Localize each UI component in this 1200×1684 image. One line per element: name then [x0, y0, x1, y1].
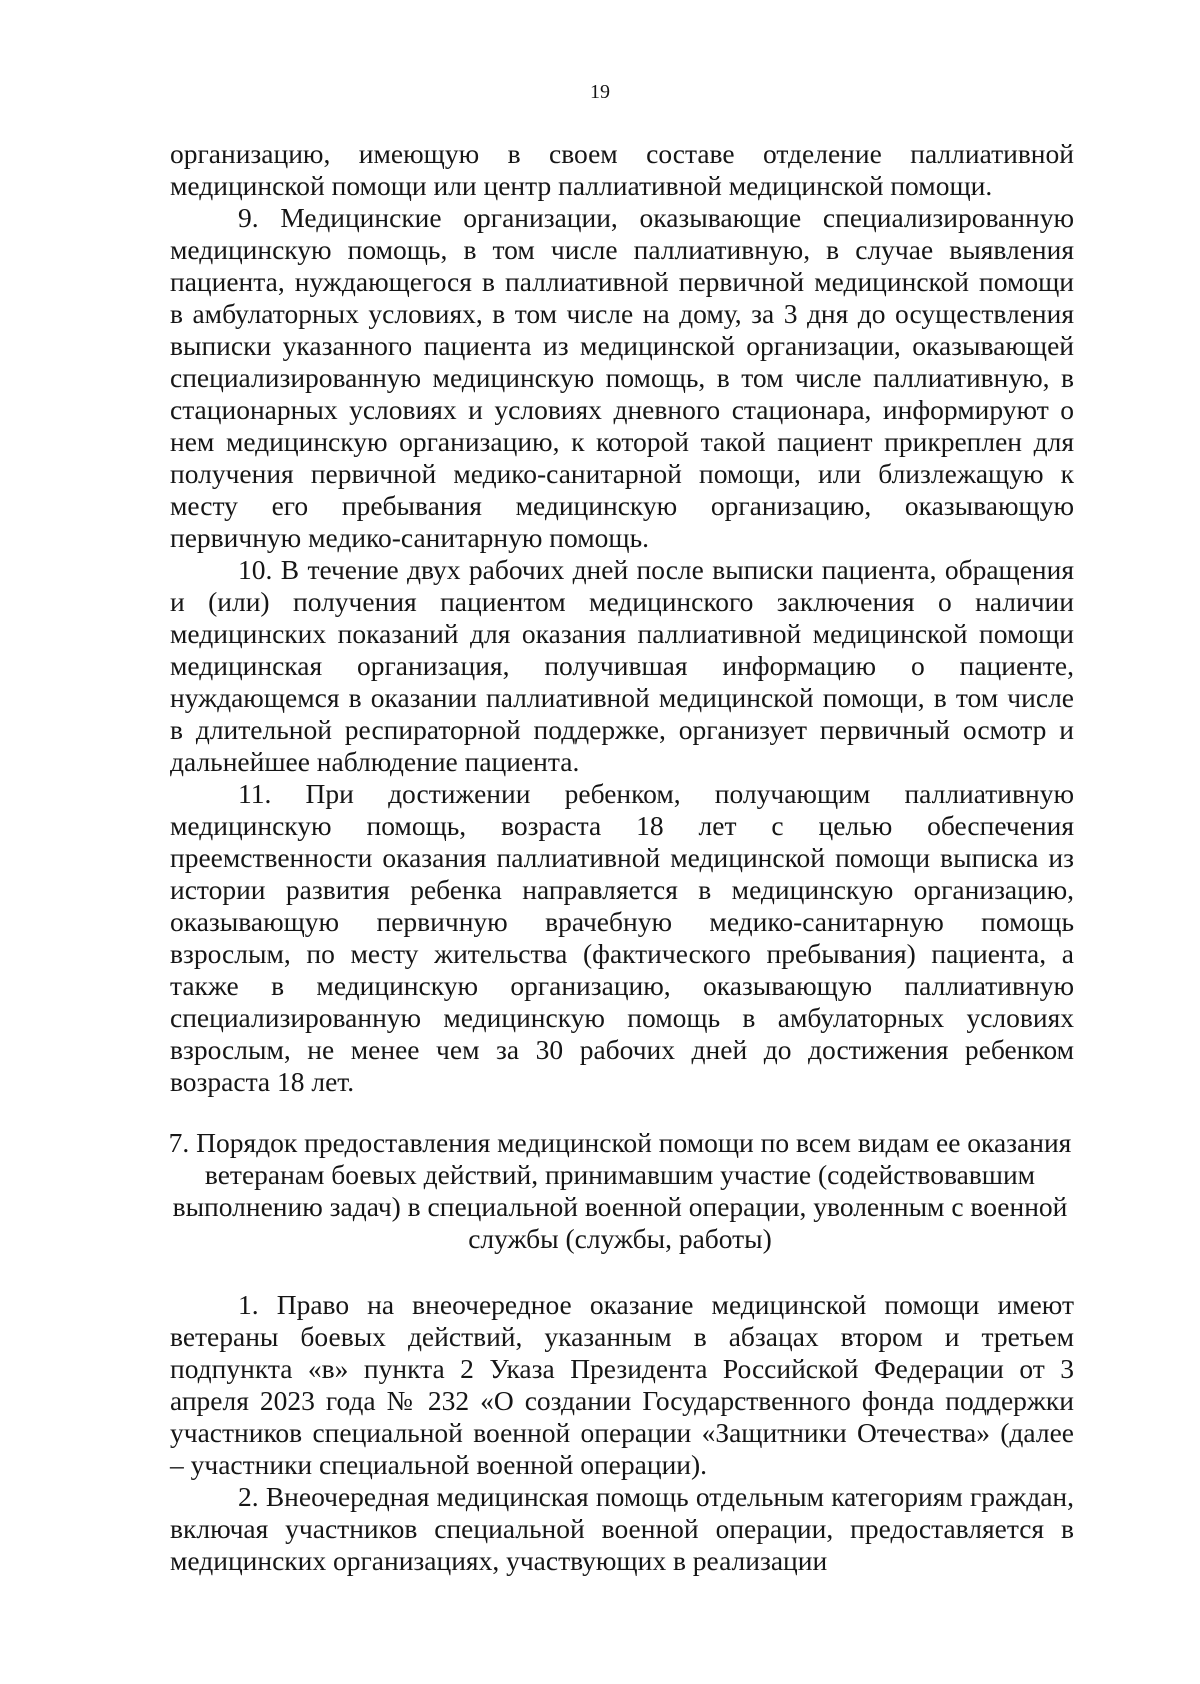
paragraph-item-1: 1. Право на внеочередное оказание медицинской помощи имеют ветераны боевых действий, указанным в абзацах втором и третьем подпункта «в» пункта 2 Указа Президента Российской Федерации от 3 апреля 2023 года № 232 «О создании Государственного фонда поддержки участников специальной военной операции «Защитники Отечества» (далее – участники специальной военной операции). — [170, 1289, 1074, 1480]
top-text-block — [170, 138, 1074, 1098]
paragraph-item-10: 10. В течение двух рабочих дней после выписки пациента, обращения и (или) получения пациентом медицинского заключения о наличии медицинских показаний для оказания паллиативной медицинской помощи медицинская организация, получившая информацию о пациенте, нуждающемся в оказании паллиативной медицинской помощи, в том числе в длительной респираторной поддержке, организует первичный осмотр и дальнейшее наблюдение пациента. — [170, 554, 1074, 777]
paragraph-continuation: организацию, имеющую в своем составе отделение паллиативной медицинской помощи или центр паллиативной медицинской помощи. — [170, 138, 1074, 201]
paragraph-item-11: 11. При достижении ребенком, получающим паллиативную медицинскую помощь, возраста 18 лет с целью обеспечения преемственности оказания паллиативной медицинской помощи выписка из истории развития ребенка направляется в медицинскую организацию, оказывающую первичную врачебную медико-санитарную помощь взрослым, по месту жительства (фактического пребывания) пациента, а также в медицинскую организацию, оказывающую паллиативную специализированную медицинскую помощь в амбулаторных условиях взрослым, не менее чем за 30 рабочих дней до достижения ребенком возраста 18 лет. — [170, 778, 1074, 1097]
paragraph-item-2: 2. Внеочередная медицинская помощь отдельным категориям граждан, включая участников специальной военной операции, предоставляется в медицинских организациях, участвующих в реализации — [170, 1481, 1074, 1576]
bottom-text-block — [170, 1289, 1074, 1577]
section-heading: 7. Порядок предоставления медицинской помощи по всем видам ее оказания ветеранам боевых действий, принимавшим участие (содействовавшим выполнению задач) в специальной военной операции, уволенным с военной службы (службы, работы) — [168, 1127, 1072, 1254]
page-number: 19 — [590, 81, 610, 103]
paragraph-item-9: 9. Медицинские организации, оказывающие специализированную медицинскую помощь, в том числе паллиативную, в случае выявления пациента, нуждающегося в паллиативной первичной медицинской помощи в амбулаторных условиях, в том числе на дому, за 3 дня до осуществления выписки указанного пациента из медицинской организации, оказывающей специализированную медицинскую помощь, в том числе паллиативную, в стационарных условиях и условиях дневного стационара, информируют о нем медицинскую организацию, к которой такой пациент прикреплен для получения первичной медико-санитарной помощи, или близлежащую к месту его пребывания медицинскую организацию, оказывающую первичную медико-санитарную помощь. — [170, 202, 1074, 553]
